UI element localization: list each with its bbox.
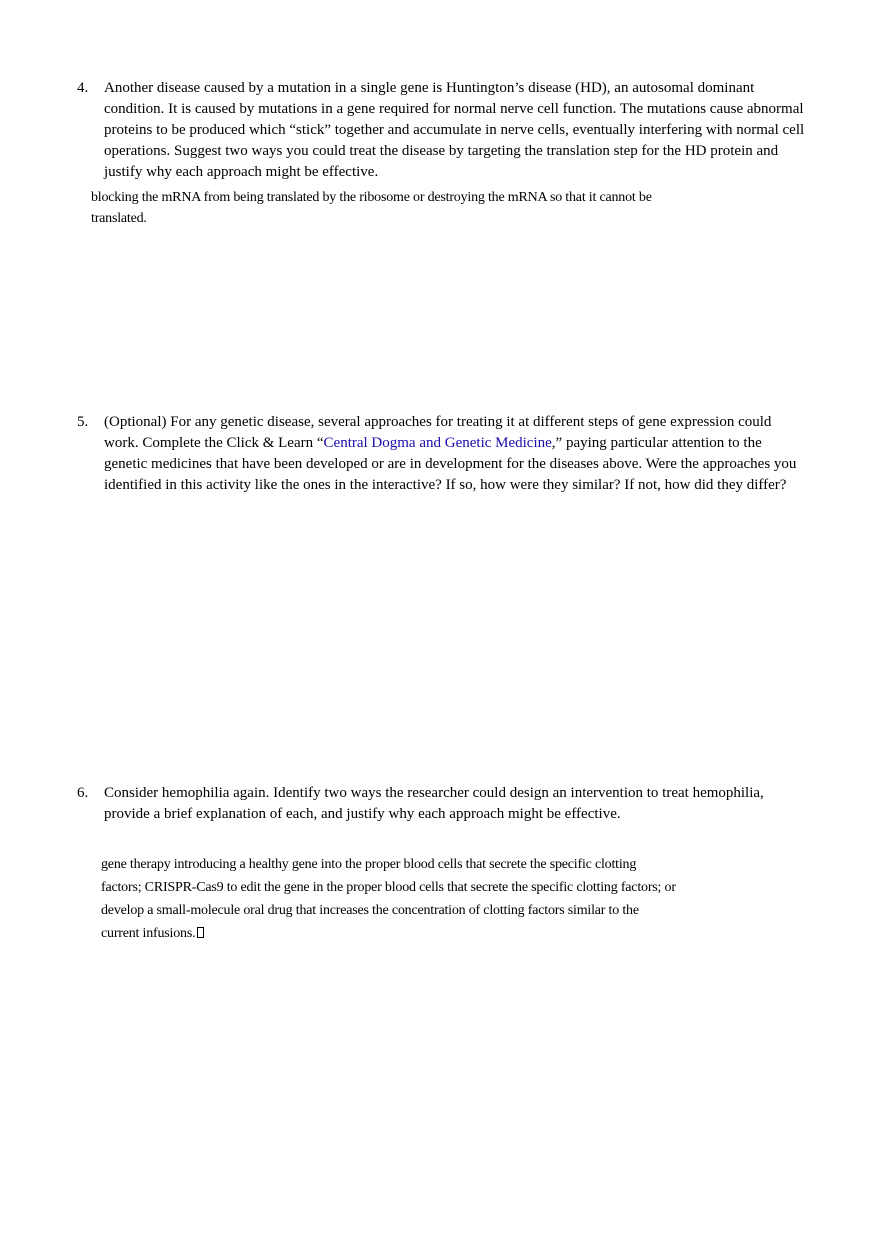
central-dogma-link[interactable]: Central Dogma and Genetic Medicine <box>323 435 552 451</box>
answer-6-line-4 <box>101 922 676 945</box>
question-6-text: Consider hemophilia again. Identify two ways the researcher could design an intervention to treat hemophilia, provide a brief explanation of each, and justify why each approach might be effective. <box>104 785 764 822</box>
answer-6-line-1: gene therapy introducing a healthy gene into the proper blood cells that secrete the specific clotting <box>101 857 637 872</box>
answer-4-line-2: translated. <box>91 211 147 226</box>
question-4-text: Another disease caused by a mutation in a single gene is Huntington’s disease (HD), an autosomal dominant condition. It is caused by mutations in a gene required for normal nerve cell function. The mutations cause abnormal proteins to be produced which “stick” together and accumulate in nerve cells, eventually interfering with normal cell operations. Suggest two ways you could treat the disease by targeting the translation step for the HD protein and justify why each approach might be effective. <box>104 80 805 180</box>
missing-glyph-icon <box>197 927 204 938</box>
question-5-text-after-link: ,” paying particular attention to the genetic medicines that have been developed or are in development for the diseases above. Were the approaches you identified in this activity like the ones in the interactive? If so, how were they similar? If not, how did they differ? <box>104 435 797 493</box>
question-5 <box>77 412 807 496</box>
answer-6-line-3: develop a small-molecule oral drug that increases the concentration of clotting factors similar to the <box>101 903 639 918</box>
question-6-answer <box>101 853 676 945</box>
question-5-number: 5. <box>77 414 89 430</box>
question-6-number: 6. <box>77 785 89 801</box>
question-4-number: 4. <box>77 80 89 96</box>
question-5-text-before-link: (Optional) For any genetic disease, several approaches for treating it at different steps of gene expression could work. Complete the Click & Learn “ <box>104 414 772 451</box>
question-5-text <box>104 412 807 496</box>
answer-6-line-4-text: current infusions. <box>101 926 196 941</box>
question-4-answer <box>91 187 652 229</box>
answer-4-line-1: blocking the mRNA from being translated by the ribosome or destroying the mRNA so that it cannot be <box>91 190 652 205</box>
question-6 <box>77 783 807 825</box>
question-4 <box>77 78 807 183</box>
answer-6-line-2: factors; CRISPR-Cas9 to edit the gene in the proper blood cells that secrete the specific clotting factors; or <box>101 880 676 895</box>
